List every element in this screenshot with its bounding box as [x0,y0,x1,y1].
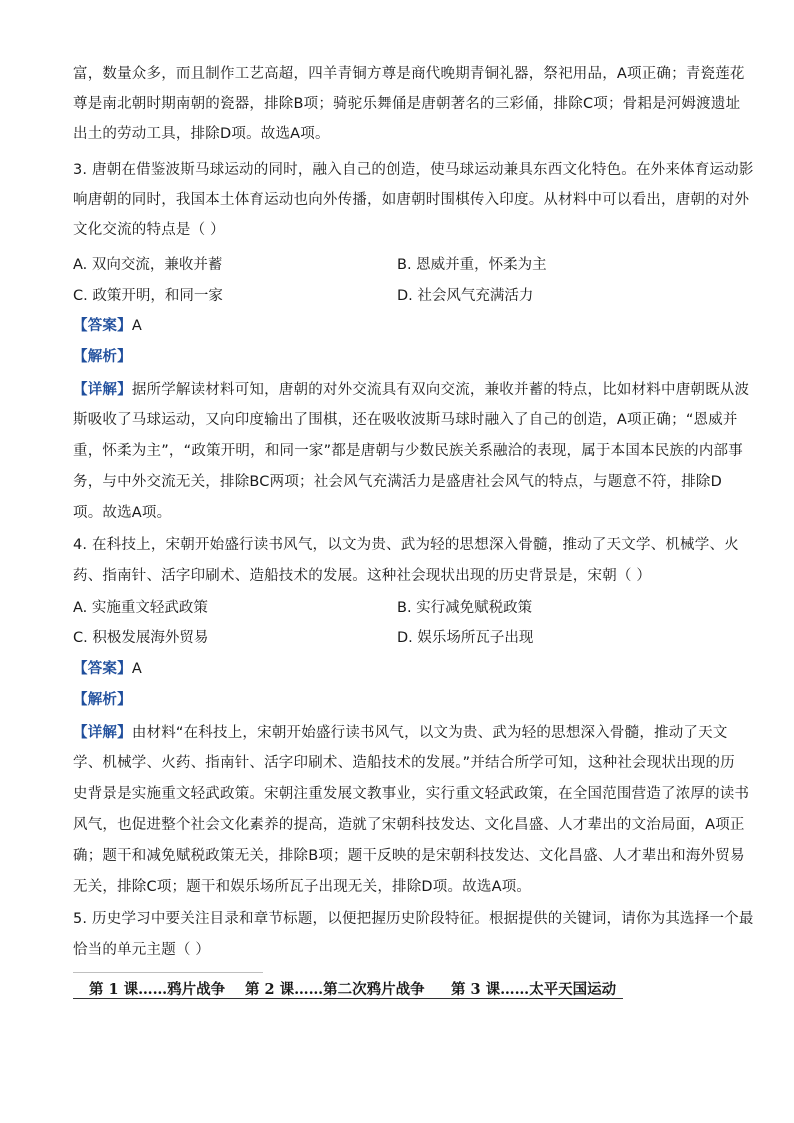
q3-answer-value: A [131,318,142,334]
q3-stem-line-1: 3. 唐朝在借鉴波斯马球运动的同时，融入自己的创造，使马球运动兼具东西文化特色。在外来体育运动影 [73,162,754,178]
q4-answer-tag: 【答案】 [73,661,132,677]
continuation-line-2: 尊是南北朝时期南朝的瓷器，排除B项；骑驼乐舞俑是唐朝著名的三彩俑，排除C项；骨耜是河姆渡遗址 [73,96,741,112]
q5-lesson-2: 第 2 课……第二次鸦片战争 [245,981,425,998]
continuation-line-3: 出土的劳动工具，排除D项。故选A项。 [73,126,330,142]
q4-analysis-tag: 【解析】 [73,692,132,708]
q4-analysis [73,690,723,710]
q3-option-a: A. 双向交流，兼收并蓄 [73,257,223,273]
q4-detail-line-2: 学、机械学、火药、指南针、活字印刷术、造船技术的发展。”并结合所学可知，这种社会现状出现的历 [73,755,735,771]
q3-detail-text-1: 据所学解读材料可知，唐朝的对外交流具有双向交流，兼收并蓄的特点，比如材料中唐朝既从波 [131,382,750,398]
q3-detail-line-5: 项。故选A项。 [73,505,172,521]
q5-stem-line-2: 恰当的单元主题（ ） [73,942,211,958]
q3-stem-line-2: 响唐朝的同时，我国本土体育运动也向外传播，如唐朝时围棋传入印度。从材料中可以看出，唐朝的对外 [73,192,750,208]
q3-stem-line-3: 文化交流的特点是（ ） [73,222,225,238]
q4-option-a: A. 实施重文轻武政策 [73,600,208,616]
q4-detail-text-1: 由材料“在科技上，宋朝开始盛行读书风气，以文为贵、武为轻的思想深入骨髓，推动了天文 [131,725,728,741]
continuation-line-1: 富，数量众多，而且制作工艺高超，四羊青铜方尊是商代晚期青铜礼器，祭祀用品，A项正确；青瓷莲花 [73,66,745,82]
q5-lesson-3: 第 3 课……太平天国运动 [451,981,617,998]
q3-detail-line-4: 务，与中外交流无关，排除BC两项；社会风气充满活力是盛唐社会风气的特点，与题意不符，排除D [73,474,722,490]
q3-detail-line-3: 重，怀柔为主”，“政策开明，和同一家”都是唐朝与少数民族关系融洽的表现，属于本国本民族的内部事 [73,443,743,459]
q3-option-c: C. 政策开明，和同一家 [73,288,223,304]
q4-option-b: B. 实行减免赋税政策 [397,600,533,616]
q4-stem-line-2: 药、指南针、活字印刷术、造船技术的发展。这种社会现状出现的历史背景是，宋朝（ ） [73,568,652,584]
q4-detail-line-6: 无关，排除C项；题干和娱乐场所瓦子出现无关，排除D项。故选A项。 [73,879,532,895]
q4-stem-line-1: 4. 在科技上，宋朝开始盛行读书风气，以文为贵、武为轻的思想深入骨髓，推动了天文学、机械学、火 [73,537,739,553]
q3-analysis-tag: 【解析】 [73,349,132,365]
lesson-table-top-rule [73,972,263,973]
q3-option-d: D. 社会风气充满活力 [397,288,534,304]
q3-detail-line-1 [73,380,750,400]
q4-detail-line-3: 史背景是实施重文轻武政策。宋朝注重发展文教事业，实行重文轻武政策，在全国范围营造了浓厚的读书 [73,786,750,802]
q3-analysis [73,347,723,367]
q5-lesson-1: 第 1 课……鸦片战争 [89,981,226,998]
q4-option-d: D. 娱乐场所瓦子出现 [397,630,534,646]
q3-answer-tag: 【答案】 [73,318,132,334]
q4-answer [73,659,723,679]
q5-stem-line-1: 5. 历史学习中要关注目录和章节标题，以便把握历史阶段特征。根据提供的关键词，请你为其选择一个最 [73,911,754,927]
q4-detail-tag: 【详解】 [73,725,132,741]
q5-lesson-table [73,972,623,1002]
q4-answer-value: A [131,661,142,677]
q3-detail-line-2: 斯吸收了马球运动，又向印度输出了围棋，还在吸收波斯马球时融入了自己的创造，A项正确；“恩威并 [73,412,738,428]
q4-option-c: C. 积极发展海外贸易 [73,630,209,646]
q4-detail-line-4: 风气，也促进整个社会文化素养的提高，造就了宋朝科技发达、文化昌盛、人才辈出的文治局面，A项正 [73,817,745,833]
q3-detail-tag: 【详解】 [73,382,132,398]
q4-detail-line-5: 确；题干和减免赋税政策无关，排除B项；题干反映的是宋朝科技发达、文化昌盛、人才辈出和海外贸易 [73,848,745,864]
q4-detail-line-1 [73,723,728,743]
q3-answer [73,316,723,336]
lesson-table-bottom-rule [73,998,623,999]
q3-option-b: B. 恩威并重，怀柔为主 [397,257,547,273]
